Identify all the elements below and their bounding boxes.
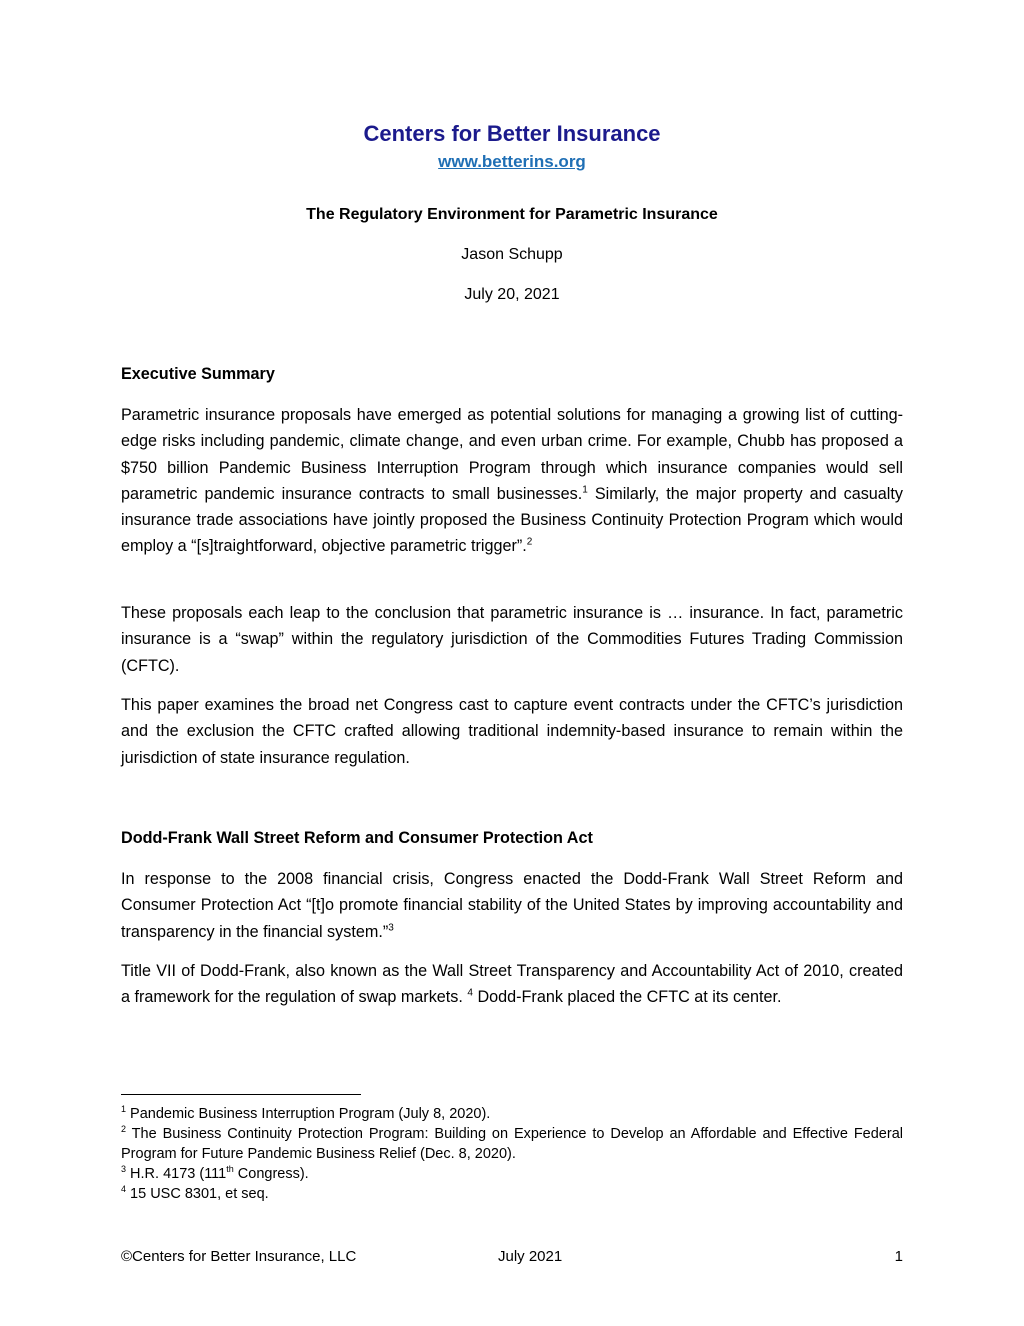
footer-copyright: ©Centers for Better Insurance, LLC xyxy=(121,1248,357,1265)
footnote-text: The Business Continuity Protection Program: Building on Experience to Develop an Affordable and Effective Federal Program for Future Pandemic Business Relief (Dec. 8, 2020). xyxy=(121,1126,903,1162)
dodd-frank-heading: Dodd-Frank Wall Street Reform and Consumer Protection Act xyxy=(121,829,593,847)
footnote-text: 15 USC 8301, et seq. xyxy=(130,1186,269,1202)
footnote-ref-4[interactable]: 4 xyxy=(467,987,473,999)
exec-summary-paragraph-3: This paper examines the broad net Congress cast to capture event contracts under the CFTC’s jurisdiction and the exclusion the CFTC crafted allowing traditional indemnity-based insurance to remain within the jurisdiction of state insurance regulation. xyxy=(121,696,903,767)
exec-summary-heading: Executive Summary xyxy=(121,365,275,383)
exec-summary-paragraph-1 xyxy=(121,402,903,560)
dodd-frank-paragraph-2 xyxy=(121,958,903,1011)
footnote-ordinal: th xyxy=(226,1164,234,1175)
footnote-number: 2 xyxy=(121,1124,127,1135)
document-title: The Regulatory Environment for Parametric Insurance xyxy=(306,206,718,223)
org-url-line xyxy=(0,152,1024,172)
footer-date: July 2021 xyxy=(498,1248,563,1265)
document-author: Jason Schupp xyxy=(461,246,563,263)
dodd-frank-paragraph-1 xyxy=(121,866,903,945)
dodd-frank-p2-text-a: Title VII of Dodd-Frank, also known as the Wall Street Transparency and Accountability Act of 2010, created a framework for the regulation of swap markets. xyxy=(121,962,903,1007)
exec-summary-p1-text-a: Parametric insurance proposals have emerged as potential solutions for managing a growing list of cutting-edge risks including pandemic, climate change, and even urban crime. For example, Chubb has proposed a $750 billion Pandemic Business Interruption Program through which insurance companies would sell parametric pandemic insurance contracts to small businesses. xyxy=(121,406,903,503)
document-date: July 20, 2021 xyxy=(464,286,560,303)
footnote-1 xyxy=(121,1104,903,1124)
footnote-text: H.R. 4173 (111 xyxy=(130,1166,227,1182)
exec-summary-paragraph-2: These proposals each leap to the conclusion that parametric insurance is … insurance. In fact, parametric insurance is a “swap” within the regulatory jurisdiction of the Commodities Futures Trading Commission (CFTC). xyxy=(121,604,903,675)
footnote-divider xyxy=(121,1094,361,1095)
footnote-ref-3[interactable]: 3 xyxy=(388,922,394,934)
footnote-number: 1 xyxy=(121,1104,127,1115)
footnote-number: 3 xyxy=(121,1164,127,1175)
footnote-number: 4 xyxy=(121,1184,127,1195)
org-url-link[interactable]: www.betterins.org xyxy=(438,152,586,171)
dodd-frank-p1-text: In response to the 2008 financial crisis, Congress enacted the Dodd-Frank Wall Street Reform and Consumer Protection Act “[t]o promote financial stability of the United States by improving accountability and transparency in the financial system.” xyxy=(121,870,903,941)
exec-summary-p1-text-b: Similarly, the major property and casualty insurance trade associations have jointly proposed the Business Continuity Protection Program which would employ a “[s]traightforward, objective parametric trigger”. xyxy=(121,484,903,556)
footnote-ref-1[interactable]: 1 xyxy=(582,484,588,496)
org-name: Centers for Better Insurance xyxy=(363,121,661,146)
dodd-frank-p2-text-b: Dodd-Frank placed the CFTC at its center. xyxy=(477,988,782,1007)
footer-page-number: 1 xyxy=(894,1248,903,1265)
footnote-3 xyxy=(121,1164,903,1184)
footnote-2 xyxy=(121,1124,903,1164)
footnote-text: Congress). xyxy=(237,1166,309,1182)
footnote-4 xyxy=(121,1184,903,1204)
footnote-ref-2[interactable]: 2 xyxy=(526,537,533,549)
footnote-text: Pandemic Business Interruption Program (July 8, 2020). xyxy=(130,1106,491,1122)
